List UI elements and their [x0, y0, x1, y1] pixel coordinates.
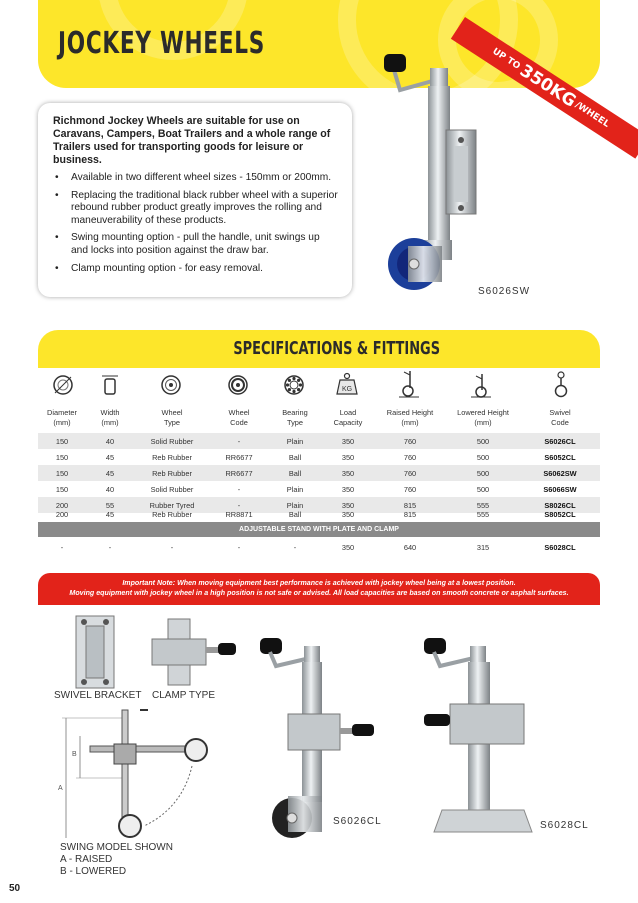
- column-header: Bearing Type: [282, 408, 308, 427]
- raised-height-icon: [398, 370, 420, 398]
- load-capacity-icon: [335, 372, 359, 396]
- width-icon: [101, 374, 119, 396]
- bearing-type-icon: [283, 374, 305, 396]
- table-row: 150 45 Reb Rubber RR6677 Ball 350 760 500 S6062SW: [38, 465, 600, 481]
- intro-lead: Richmond Jockey Wheels are suitable for use on Caravans, Campers, Boat Trailers and a whole range of Trailers used for transporting goods for leisure or business.: [53, 115, 331, 166]
- table-row: 200 45 Reb Rubber RR8871 Ball 350 815 555 S8052CL: [55, 510, 576, 519]
- wheel-code-icon: [227, 374, 249, 396]
- dim-a-label: A: [58, 785, 63, 792]
- column-header: Swivel Code: [549, 408, 571, 427]
- swing-model-caption: SWING MODEL SHOWN A - RAISED B - LOWERED: [60, 842, 173, 877]
- page-title: JOCKEY WHEELS: [58, 26, 265, 61]
- stand-section-band: ADJUSTABLE STAND WITH PLATE AND CLAMP: [38, 522, 600, 537]
- wheel-type-icon: [160, 374, 182, 396]
- column-header: Width (mm): [100, 408, 120, 427]
- list-item: • Clamp mounting option - for easy removal.: [55, 262, 263, 274]
- table-row: 150 40 Solid Rubber - Plain 350 760 500 S6066SW: [55, 485, 577, 494]
- kg-label: KG: [341, 386, 353, 393]
- column-header: Wheel Code: [228, 408, 250, 427]
- column-header: Wheel Type: [161, 408, 183, 427]
- swing-model-diagram: [52, 708, 222, 842]
- note-line: Important Note: When moving equipment best performance is achieved with jockey wheel being at a lowest position.: [122, 579, 516, 587]
- adjustable-stand-image: [420, 630, 540, 845]
- list-item: • Replacing the traditional black rubber wheel with a superior rebound rubber product greatly improves the rolling and maneuverability of these products.: [55, 189, 338, 226]
- clamp-type-caption: CLAMP TYPE: [152, 690, 215, 701]
- table-row: 150 45 Reb Rubber RR6677 Ball 350 760 500 S6052CL: [55, 453, 576, 462]
- swivel-code-icon: [551, 370, 571, 398]
- intro-box: [38, 103, 352, 297]
- clamp-type-image: [148, 617, 238, 687]
- product-code: S6026CL: [333, 816, 382, 827]
- ribbon-per-wheel: /WHEEL: [572, 100, 611, 130]
- diameter-icon: [52, 374, 74, 396]
- list-item: • Available in two different wheel sizes - 150mm or 200mm.: [55, 172, 332, 183]
- table-row: - - - - - 350 640 315 S6028CL: [60, 543, 576, 552]
- jockey-wheel-swivel-image: [380, 50, 510, 300]
- lowered-height-icon: [470, 370, 492, 398]
- bullet-text: Clamp mounting option - for easy removal.: [71, 262, 263, 274]
- table-row: 150 40 Solid Rubber - Plain 350 760 500 S6026CL: [38, 433, 600, 449]
- jockey-wheel-clamp-image: [258, 630, 378, 840]
- bullet-text: Replacing the traditional black rubber wheel with a superior rebound rubber product greatly improves the rolling and maneuverability of these products.: [71, 189, 338, 226]
- swivel-bracket-caption: SWIVEL BRACKET: [54, 690, 142, 701]
- feature-list: [53, 172, 338, 275]
- ribbon-up-to: UP TO: [490, 46, 522, 72]
- ribbon-load: 350KG: [516, 60, 580, 112]
- list-item: • Swing mounting option - pull the handle, unit swings up and locks into position against the draw bar.: [55, 232, 320, 256]
- specs-title: SPECIFICATIONS & FITTINGS: [233, 338, 441, 359]
- column-header: Diameter (mm): [47, 408, 77, 427]
- dim-b-label: B: [72, 751, 77, 758]
- column-header: Load Capacity: [333, 408, 363, 427]
- column-header: Lowered Height (mm): [457, 408, 509, 427]
- page-number: 50: [9, 883, 21, 894]
- bullet-text: Swing mounting option - pull the handle, unit swings up and locks into position against the draw bar.: [71, 232, 320, 256]
- product-code: S6026SW: [478, 286, 531, 297]
- important-note: [38, 573, 600, 605]
- table-row: 200 55 Rubber Tyred - Plain 350 815 555 S8026CL: [38, 497, 600, 513]
- product-code: S6028CL: [540, 820, 589, 831]
- swivel-bracket-image: [70, 612, 120, 692]
- column-header: Raised Height (mm): [386, 408, 434, 427]
- bullet-text: Available in two different wheel sizes - 150mm or 200mm.: [71, 172, 332, 183]
- note-line: Moving equipment with jockey wheel in a high position is not safe or advised. All load capacities are based on smooth concrete or asphalt surfaces.: [69, 589, 569, 597]
